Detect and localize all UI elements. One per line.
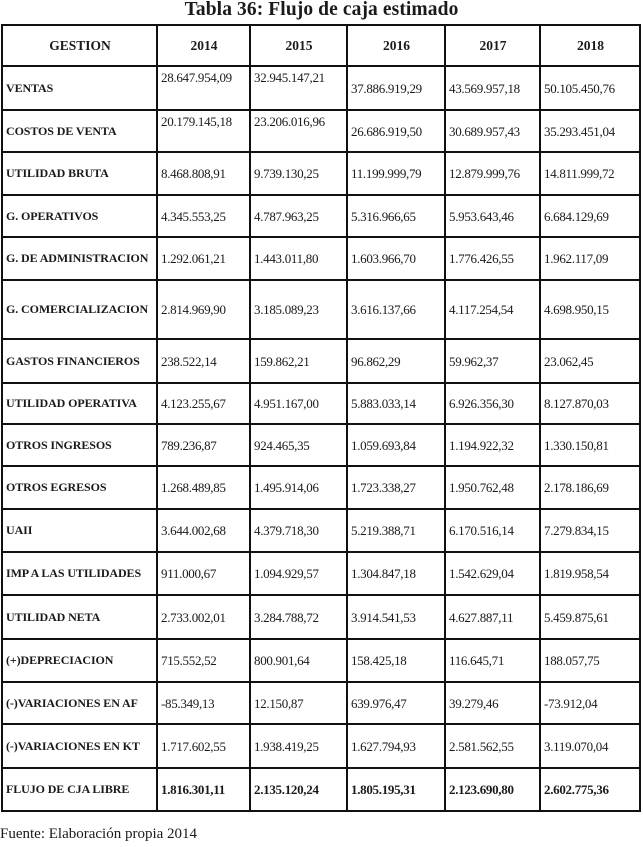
- table-row: [2, 466, 640, 509]
- table-row: [2, 110, 640, 152]
- cell-2015: 4.379.718,30: [250, 509, 347, 552]
- cell-2018: 188.057,75: [540, 639, 640, 682]
- row-label: UTILIDAD OPERATIVA: [2, 383, 157, 424]
- cell-2017: 6.926.356,30: [445, 383, 540, 424]
- cell-2018: 14.811.999,72: [540, 152, 640, 195]
- cell-2016: 158.425,18: [347, 639, 445, 682]
- cell-2014: 8.468.808,91: [157, 152, 250, 195]
- cell-2015: 924.465,35: [250, 424, 347, 466]
- row-label: G. DE ADMINISTRACION: [2, 237, 157, 280]
- cell-2014: 1.717.602,55: [157, 724, 250, 768]
- cell-2017: 59.962,37: [445, 339, 540, 383]
- table-row: [2, 509, 640, 552]
- cell-2014: 1.292.061,21: [157, 237, 250, 280]
- cell-2014: -85.349,13: [157, 682, 250, 724]
- table-row: [2, 595, 640, 639]
- table-row: [2, 682, 640, 724]
- table-row: [2, 552, 640, 595]
- row-label: FLUJO DE CJA LIBRE: [2, 768, 157, 811]
- cell-2017: 1.542.629,04: [445, 552, 540, 595]
- cell-2017: 5.953.643,46: [445, 195, 540, 237]
- cell-2018: -73.912,04: [540, 682, 640, 724]
- cell-2018: 1.962.117,09: [540, 237, 640, 280]
- cell-2016: 1.627.794,93: [347, 724, 445, 768]
- cell-2018: 35.293.451,04: [540, 110, 640, 152]
- cell-2015: 4.787.963,25: [250, 195, 347, 237]
- row-label: UTILIDAD NETA: [2, 595, 157, 639]
- header-2018: 2018: [540, 25, 640, 66]
- table-row: [2, 383, 640, 424]
- row-label: IMP A LAS UTILIDADES: [2, 552, 157, 595]
- row-label: (-)VARIACIONES EN AF: [2, 682, 157, 724]
- cell-2017: 4.117.254,54: [445, 280, 540, 339]
- cell-2016: 26.686.919,50: [347, 110, 445, 152]
- cell-2017: 30.689.957,43: [445, 110, 540, 152]
- header-2015: 2015: [250, 25, 347, 66]
- cell-2017: 4.627.887,11: [445, 595, 540, 639]
- cell-2016: 5.316.966,65: [347, 195, 445, 237]
- table-row: [2, 424, 640, 466]
- cell-2015: 1.938.419,25: [250, 724, 347, 768]
- cash-flow-table: [1, 24, 641, 812]
- header-2017: 2017: [445, 25, 540, 66]
- cell-2015: 1.443.011,80: [250, 237, 347, 280]
- cell-2017: 2.123.690,80: [445, 768, 540, 811]
- cell-2014: 3.644.002,68: [157, 509, 250, 552]
- cell-2018: 5.459.875,61: [540, 595, 640, 639]
- table-row: [2, 768, 640, 811]
- cell-2018: 8.127.870,03: [540, 383, 640, 424]
- cell-2016: 1.603.966,70: [347, 237, 445, 280]
- header-row: [2, 25, 640, 66]
- cell-2014: 28.647.954,09: [157, 66, 250, 110]
- cell-2014: 1.816.301,11: [157, 768, 250, 811]
- cell-2014: 238.522,14: [157, 339, 250, 383]
- table-row: [2, 339, 640, 383]
- cell-2014: 1.268.489,85: [157, 466, 250, 509]
- cell-2014: 2.733.002,01: [157, 595, 250, 639]
- cell-2018: 3.119.070,04: [540, 724, 640, 768]
- table-row: [2, 724, 640, 768]
- cell-2017: 1.950.762,48: [445, 466, 540, 509]
- cell-2015: 2.135.120,24: [250, 768, 347, 811]
- cell-2017: 43.569.957,18: [445, 66, 540, 110]
- cell-2015: 1.094.929,57: [250, 552, 347, 595]
- cell-2015: 3.185.089,23: [250, 280, 347, 339]
- cell-2018: 2.178.186,69: [540, 466, 640, 509]
- cell-2016: 37.886.919,29: [347, 66, 445, 110]
- row-label: UTILIDAD BRUTA: [2, 152, 157, 195]
- cell-2018: 23.062,45: [540, 339, 640, 383]
- row-label: G. COMERCIALIZACION: [2, 280, 157, 339]
- table-row: [2, 280, 640, 339]
- cell-2014: 911.000,67: [157, 552, 250, 595]
- cell-2016: 96.862,29: [347, 339, 445, 383]
- cell-2016: 1.805.195,31: [347, 768, 445, 811]
- row-label: G. OPERATIVOS: [2, 195, 157, 237]
- cell-2016: 1.723.338,27: [347, 466, 445, 509]
- cell-2015: 12.150,87: [250, 682, 347, 724]
- cell-2018: 4.698.950,15: [540, 280, 640, 339]
- row-label: OTROS EGRESOS: [2, 466, 157, 509]
- header-2016: 2016: [347, 25, 445, 66]
- cell-2018: 7.279.834,15: [540, 509, 640, 552]
- table-row: [2, 237, 640, 280]
- table-title: Tabla 36: Flujo de caja estimado: [184, 0, 459, 20]
- table-row: [2, 195, 640, 237]
- cell-2016: 1.059.693,84: [347, 424, 445, 466]
- row-label: COSTOS DE VENTA: [2, 110, 157, 152]
- cell-2017: 116.645,71: [445, 639, 540, 682]
- cell-2014: 789.236,87: [157, 424, 250, 466]
- cell-2016: 5.219.388,71: [347, 509, 445, 552]
- cell-2018: 50.105.450,76: [540, 66, 640, 110]
- cell-2014: 4.345.553,25: [157, 195, 250, 237]
- cell-2017: 12.879.999,76: [445, 152, 540, 195]
- row-label: VENTAS: [2, 66, 157, 110]
- cell-2015: 800.901,64: [250, 639, 347, 682]
- cell-2015: 4.951.167,00: [250, 383, 347, 424]
- cell-2015: 32.945.147,21: [250, 66, 347, 110]
- cell-2017: 39.279,46: [445, 682, 540, 724]
- table-row: [2, 66, 640, 110]
- cell-2017: 2.581.562,55: [445, 724, 540, 768]
- cell-2015: 1.495.914,06: [250, 466, 347, 509]
- cell-2017: 1.194.922,32: [445, 424, 540, 466]
- cell-2015: 9.739.130,25: [250, 152, 347, 195]
- cell-2014: 20.179.145,18: [157, 110, 250, 152]
- cell-2015: 159.862,21: [250, 339, 347, 383]
- cell-2018: 1.819.958,54: [540, 552, 640, 595]
- cell-2018: 6.684.129,69: [540, 195, 640, 237]
- row-label: OTROS INGRESOS: [2, 424, 157, 466]
- cell-2014: 2.814.969,90: [157, 280, 250, 339]
- cell-2016: 1.304.847,18: [347, 552, 445, 595]
- cell-2014: 715.552,52: [157, 639, 250, 682]
- cell-2018: 1.330.150,81: [540, 424, 640, 466]
- cell-2015: 3.284.788,72: [250, 595, 347, 639]
- cell-2017: 6.170.516,14: [445, 509, 540, 552]
- table-row: [2, 152, 640, 195]
- source-note: Fuente: Elaboración propia 2014: [0, 826, 198, 842]
- row-label: UAII: [2, 509, 157, 552]
- cell-2015: 23.206.016,96: [250, 110, 347, 152]
- header-2014: 2014: [157, 25, 250, 66]
- cell-2016: 11.199.999,79: [347, 152, 445, 195]
- row-label: (-)VARIACIONES EN KT: [2, 724, 157, 768]
- table-row: [2, 639, 640, 682]
- header-gestion: GESTION: [2, 25, 157, 66]
- row-label: GASTOS FINANCIEROS: [2, 339, 157, 383]
- cell-2018: 2.602.775,36: [540, 768, 640, 811]
- cell-2016: 3.914.541,53: [347, 595, 445, 639]
- row-label: (+)DEPRECIACION: [2, 639, 157, 682]
- cell-2016: 639.976,47: [347, 682, 445, 724]
- cell-2014: 4.123.255,67: [157, 383, 250, 424]
- cell-2016: 5.883.033,14: [347, 383, 445, 424]
- cell-2017: 1.776.426,55: [445, 237, 540, 280]
- cell-2016: 3.616.137,66: [347, 280, 445, 339]
